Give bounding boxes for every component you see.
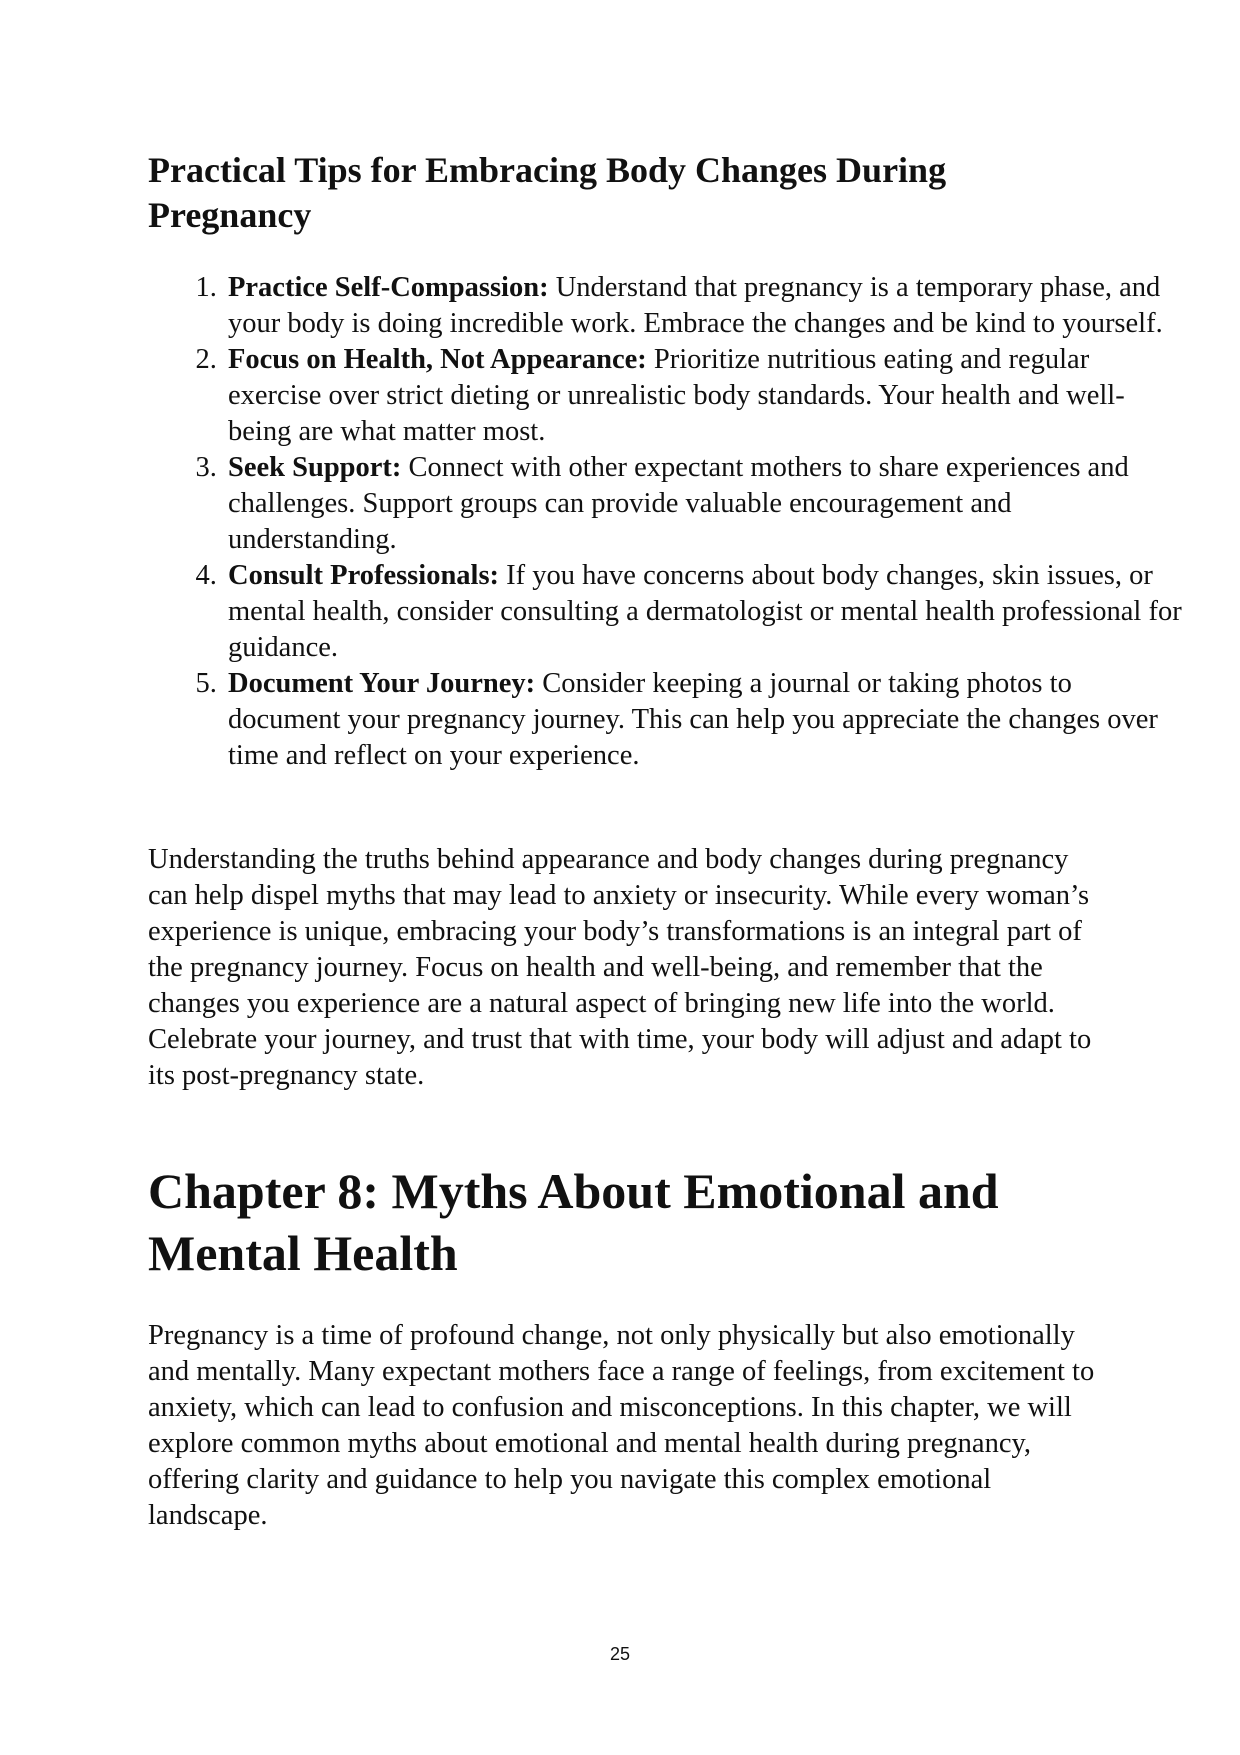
tips-list (148, 270, 1184, 774)
summary-paragraph: Understanding the truths behind appearance and body changes during pregnancy can help dispel myths that may lead to anxiety or insecurity. While every woman’s experience is unique, embracing your body’s transformations is an integral part of the pregnancy journey. Focus on health and well-being, and remember that the changes you experience are a natural aspect of bringing new life into the world. Celebrate your journey, and trust that with time, your body will adjust and adapt to its post-pregnancy state. (148, 844, 1092, 1091)
tip-text: Connect with other expectant mothers to share experiences and challenges. Support groups can provide valuable encouragement and understanding. (228, 452, 1129, 555)
tip-title: Practice Self-Compassion: (228, 272, 549, 303)
list-item (224, 342, 1184, 450)
tip-text: Understand that pregnancy is a temporary phase, and your body is doing incredible work. Embrace the changes and be kind to yourself. (228, 272, 1163, 339)
list-item (224, 666, 1184, 774)
chapter-heading: Chapter 8: Myths About Emotional and Mental Health (148, 1163, 999, 1281)
tip-text: Consider keeping a journal or taking photos to document your pregnancy journey. This can help you appreciate the changes over time and reflect on your experience. (228, 668, 1158, 771)
page-number: 25 (609, 1644, 631, 1664)
tip-title: Document Your Journey: (228, 668, 536, 699)
tip-title: Seek Support: (228, 452, 402, 483)
tip-text: Prioritize nutritious eating and regular exercise over strict dieting or unrealistic body standards. Your health and well-being are what matter most. (228, 344, 1125, 447)
list-item (224, 450, 1184, 558)
section-heading: Practical Tips for Embracing Body Changes During Pregnancy (148, 150, 947, 235)
tip-title: Consult Professionals: (228, 560, 500, 591)
tip-text: If you have concerns about body changes, skin issues, or mental health, consider consulting a dermatologist or mental health professional for guidance. (228, 560, 1182, 663)
chapter-intro-paragraph: Pregnancy is a time of profound change, not only physically but also emotionally and mentally. Many expectant mothers face a range of feelings, from excitement to anxiety, which can lead to confusion and misconceptions. In this chapter, we will explore common myths about emotional and mental health during pregnancy, offering clarity and guidance to help you navigate this complex emotional landscape. (148, 1320, 1095, 1531)
list-item (224, 558, 1184, 666)
tip-title: Focus on Health, Not Appearance: (228, 344, 647, 375)
list-item (224, 270, 1184, 342)
